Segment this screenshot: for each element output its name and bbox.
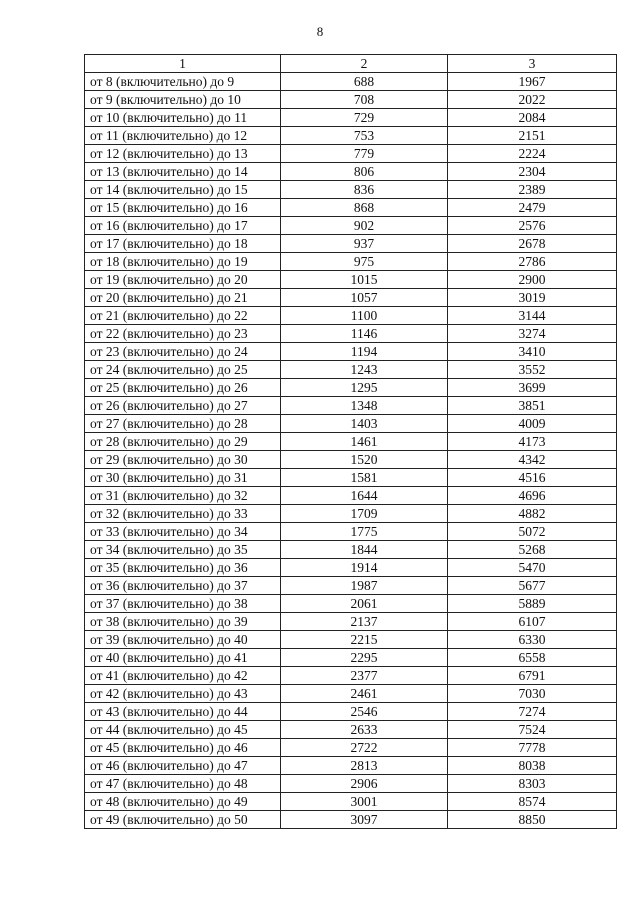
table-row [85, 163, 617, 181]
table-header [85, 55, 617, 73]
range-cell: от 28 (включительно) до 29 [85, 433, 281, 451]
table-row [85, 109, 617, 127]
table-row [85, 253, 617, 271]
value-column-2-cell: 1403 [281, 415, 448, 433]
value-column-3-cell: 5677 [448, 577, 617, 595]
table-row [85, 703, 617, 721]
table-row [85, 289, 617, 307]
value-column-2-cell: 3097 [281, 811, 448, 829]
value-column-2-cell: 1057 [281, 289, 448, 307]
value-column-2-cell: 2813 [281, 757, 448, 775]
value-column-2-cell: 729 [281, 109, 448, 127]
table-row [85, 721, 617, 739]
value-column-2-cell: 1243 [281, 361, 448, 379]
value-column-2-cell: 1844 [281, 541, 448, 559]
table-row [85, 505, 617, 523]
value-column-2-cell: 1709 [281, 505, 448, 523]
value-column-3-cell: 4516 [448, 469, 617, 487]
range-cell: от 30 (включительно) до 31 [85, 469, 281, 487]
value-column-2-cell: 2215 [281, 631, 448, 649]
value-column-3-cell: 2900 [448, 271, 617, 289]
table-row [85, 235, 617, 253]
value-column-3-cell: 4882 [448, 505, 617, 523]
range-cell: от 39 (включительно) до 40 [85, 631, 281, 649]
value-column-2-cell: 1644 [281, 487, 448, 505]
column-header-2: 2 [281, 55, 448, 73]
table-row [85, 613, 617, 631]
value-column-3-cell: 7778 [448, 739, 617, 757]
table-row [85, 577, 617, 595]
range-cell: от 8 (включительно) до 9 [85, 73, 281, 91]
table-row [85, 487, 617, 505]
value-column-2-cell: 1775 [281, 523, 448, 541]
range-cell: от 22 (включительно) до 23 [85, 325, 281, 343]
range-cell: от 11 (включительно) до 12 [85, 127, 281, 145]
column-header-1: 1 [85, 55, 281, 73]
value-column-2-cell: 779 [281, 145, 448, 163]
value-column-3-cell: 8850 [448, 811, 617, 829]
range-cell: от 18 (включительно) до 19 [85, 253, 281, 271]
value-column-3-cell: 2786 [448, 253, 617, 271]
value-column-3-cell: 4696 [448, 487, 617, 505]
table-row [85, 181, 617, 199]
value-column-3-cell: 6107 [448, 613, 617, 631]
value-column-3-cell: 8303 [448, 775, 617, 793]
range-cell: от 24 (включительно) до 25 [85, 361, 281, 379]
value-column-2-cell: 1295 [281, 379, 448, 397]
range-cell: от 33 (включительно) до 34 [85, 523, 281, 541]
range-cell: от 17 (включительно) до 18 [85, 235, 281, 253]
table-row [85, 127, 617, 145]
value-column-3-cell: 4173 [448, 433, 617, 451]
value-column-3-cell: 3274 [448, 325, 617, 343]
value-column-3-cell: 2576 [448, 217, 617, 235]
value-column-2-cell: 806 [281, 163, 448, 181]
value-column-2-cell: 2461 [281, 685, 448, 703]
table-row [85, 451, 617, 469]
value-column-2-cell: 1015 [281, 271, 448, 289]
range-cell: от 49 (включительно) до 50 [85, 811, 281, 829]
value-column-2-cell: 868 [281, 199, 448, 217]
value-column-3-cell: 3851 [448, 397, 617, 415]
table-row [85, 775, 617, 793]
table-row [85, 271, 617, 289]
value-column-2-cell: 2137 [281, 613, 448, 631]
page-number: 8 [316, 24, 324, 39]
table-row [85, 649, 617, 667]
value-column-3-cell: 3144 [448, 307, 617, 325]
value-column-2-cell: 2061 [281, 595, 448, 613]
range-cell: от 36 (включительно) до 37 [85, 577, 281, 595]
table-row [85, 757, 617, 775]
value-column-3-cell: 3699 [448, 379, 617, 397]
range-cell: от 44 (включительно) до 45 [85, 721, 281, 739]
table-row [85, 91, 617, 109]
value-column-2-cell: 1520 [281, 451, 448, 469]
table-row [85, 307, 617, 325]
table-row [85, 595, 617, 613]
value-column-3-cell: 2022 [448, 91, 617, 109]
value-column-2-cell: 836 [281, 181, 448, 199]
range-cell: от 35 (включительно) до 36 [85, 559, 281, 577]
range-cell: от 40 (включительно) до 41 [85, 649, 281, 667]
table-row [85, 217, 617, 235]
table-row [85, 793, 617, 811]
value-column-2-cell: 1461 [281, 433, 448, 451]
value-column-2-cell: 1914 [281, 559, 448, 577]
table-row [85, 415, 617, 433]
value-column-3-cell: 3410 [448, 343, 617, 361]
value-column-3-cell: 5889 [448, 595, 617, 613]
value-column-3-cell: 7274 [448, 703, 617, 721]
table-row [85, 433, 617, 451]
value-column-3-cell: 4342 [448, 451, 617, 469]
range-cell: от 25 (включительно) до 26 [85, 379, 281, 397]
data-table [84, 54, 617, 829]
range-cell: от 45 (включительно) до 46 [85, 739, 281, 757]
value-column-3-cell: 4009 [448, 415, 617, 433]
value-column-3-cell: 2678 [448, 235, 617, 253]
value-column-3-cell: 2304 [448, 163, 617, 181]
range-cell: от 19 (включительно) до 20 [85, 271, 281, 289]
range-cell: от 9 (включительно) до 10 [85, 91, 281, 109]
value-column-3-cell: 2389 [448, 181, 617, 199]
value-column-3-cell: 3019 [448, 289, 617, 307]
value-column-3-cell: 2479 [448, 199, 617, 217]
table-row [85, 631, 617, 649]
value-column-2-cell: 1100 [281, 307, 448, 325]
value-column-2-cell: 3001 [281, 793, 448, 811]
table-row [85, 667, 617, 685]
range-cell: от 15 (включительно) до 16 [85, 199, 281, 217]
value-column-2-cell: 2722 [281, 739, 448, 757]
table-row [85, 73, 617, 91]
range-cell: от 48 (включительно) до 49 [85, 793, 281, 811]
range-cell: от 32 (включительно) до 33 [85, 505, 281, 523]
range-cell: от 21 (включительно) до 22 [85, 307, 281, 325]
value-column-3-cell: 3552 [448, 361, 617, 379]
value-column-3-cell: 8038 [448, 757, 617, 775]
value-column-2-cell: 2633 [281, 721, 448, 739]
value-column-3-cell: 7524 [448, 721, 617, 739]
range-cell: от 34 (включительно) до 35 [85, 541, 281, 559]
range-cell: от 43 (включительно) до 44 [85, 703, 281, 721]
range-cell: от 46 (включительно) до 47 [85, 757, 281, 775]
table-body [85, 73, 617, 829]
table-row [85, 685, 617, 703]
table-row [85, 343, 617, 361]
column-header-3: 3 [448, 55, 617, 73]
table-row [85, 739, 617, 757]
table-row [85, 325, 617, 343]
value-column-2-cell: 1581 [281, 469, 448, 487]
value-column-3-cell: 2224 [448, 145, 617, 163]
table-row [85, 361, 617, 379]
range-cell: от 42 (включительно) до 43 [85, 685, 281, 703]
value-column-2-cell: 1348 [281, 397, 448, 415]
value-column-2-cell: 753 [281, 127, 448, 145]
value-column-2-cell: 688 [281, 73, 448, 91]
table-row [85, 559, 617, 577]
range-cell: от 41 (включительно) до 42 [85, 667, 281, 685]
value-column-2-cell: 1987 [281, 577, 448, 595]
table-row [85, 523, 617, 541]
value-column-3-cell: 6330 [448, 631, 617, 649]
value-column-2-cell: 1146 [281, 325, 448, 343]
range-cell: от 23 (включительно) до 24 [85, 343, 281, 361]
table-row [85, 541, 617, 559]
value-column-3-cell: 8574 [448, 793, 617, 811]
range-cell: от 20 (включительно) до 21 [85, 289, 281, 307]
value-column-3-cell: 6791 [448, 667, 617, 685]
range-cell: от 10 (включительно) до 11 [85, 109, 281, 127]
value-column-2-cell: 937 [281, 235, 448, 253]
value-column-2-cell: 902 [281, 217, 448, 235]
range-cell: от 13 (включительно) до 14 [85, 163, 281, 181]
table-row [85, 379, 617, 397]
value-column-3-cell: 5470 [448, 559, 617, 577]
range-cell: от 16 (включительно) до 17 [85, 217, 281, 235]
range-cell: от 29 (включительно) до 30 [85, 451, 281, 469]
value-column-3-cell: 2084 [448, 109, 617, 127]
table-row [85, 199, 617, 217]
value-column-3-cell: 5268 [448, 541, 617, 559]
range-cell: от 14 (включительно) до 15 [85, 181, 281, 199]
value-column-3-cell: 5072 [448, 523, 617, 541]
range-cell: от 26 (включительно) до 27 [85, 397, 281, 415]
table-row [85, 811, 617, 829]
range-cell: от 27 (включительно) до 28 [85, 415, 281, 433]
value-column-2-cell: 2377 [281, 667, 448, 685]
range-cell: от 12 (включительно) до 13 [85, 145, 281, 163]
value-column-2-cell: 975 [281, 253, 448, 271]
header-row [85, 55, 617, 73]
value-column-3-cell: 2151 [448, 127, 617, 145]
table-row [85, 397, 617, 415]
range-cell: от 38 (включительно) до 39 [85, 613, 281, 631]
range-cell: от 31 (включительно) до 32 [85, 487, 281, 505]
value-column-3-cell: 1967 [448, 73, 617, 91]
value-column-3-cell: 6558 [448, 649, 617, 667]
value-column-2-cell: 708 [281, 91, 448, 109]
range-cell: от 37 (включительно) до 38 [85, 595, 281, 613]
table-row [85, 145, 617, 163]
value-column-2-cell: 2546 [281, 703, 448, 721]
range-cell: от 47 (включительно) до 48 [85, 775, 281, 793]
value-column-2-cell: 2295 [281, 649, 448, 667]
value-column-3-cell: 7030 [448, 685, 617, 703]
table-row [85, 469, 617, 487]
value-column-2-cell: 1194 [281, 343, 448, 361]
value-column-2-cell: 2906 [281, 775, 448, 793]
